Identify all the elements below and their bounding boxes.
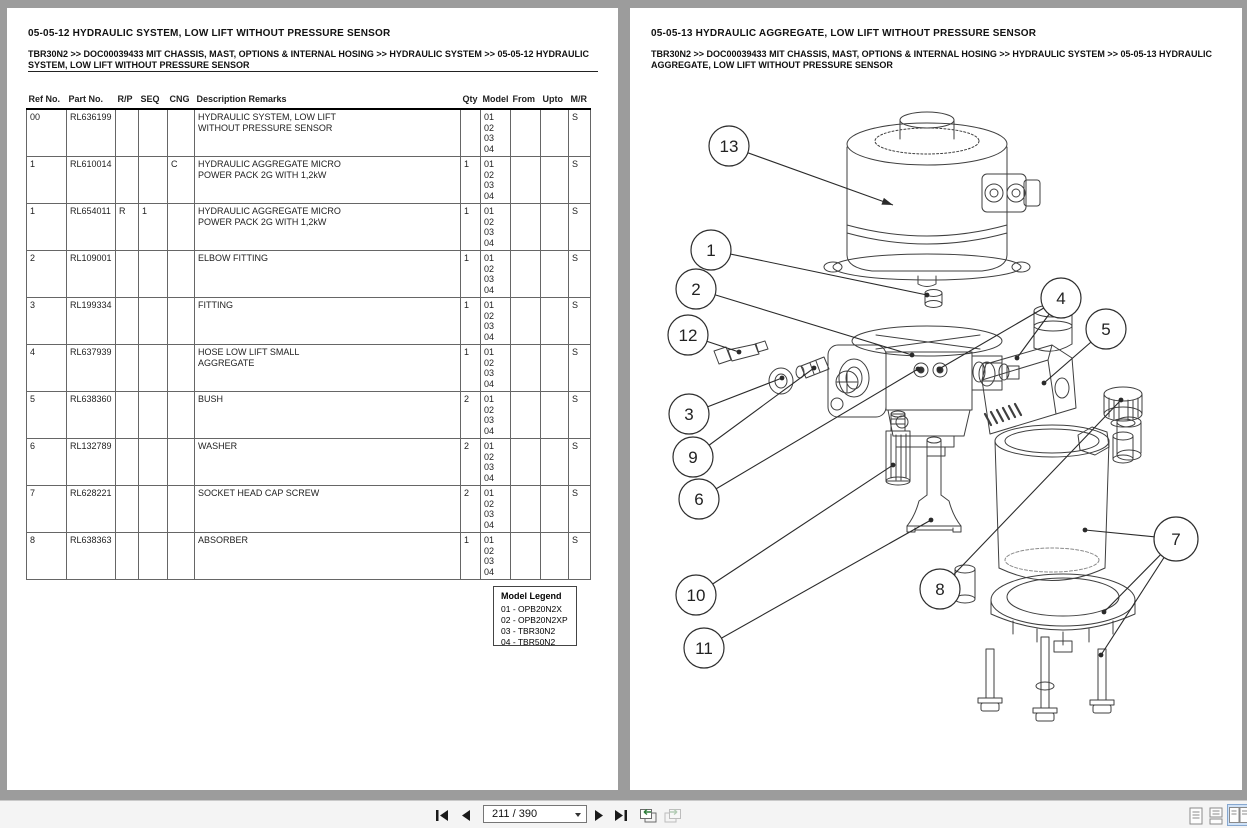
document-page-left bbox=[7, 8, 618, 790]
table-cell bbox=[511, 109, 541, 157]
table-cell: 5 bbox=[27, 392, 67, 439]
callout-number: 1 bbox=[706, 241, 716, 260]
table-cell bbox=[511, 157, 541, 204]
table-cell: BUSH bbox=[195, 392, 461, 439]
table-cell bbox=[511, 486, 541, 533]
table-cell bbox=[511, 251, 541, 298]
table-cell bbox=[511, 392, 541, 439]
table-cell bbox=[116, 486, 139, 533]
table-cell bbox=[168, 251, 195, 298]
table-cell bbox=[116, 298, 139, 345]
table-cell bbox=[168, 533, 195, 580]
table-row bbox=[27, 345, 591, 392]
table-cell: HOSE LOW LIFT SMALL AGGREGATE bbox=[195, 345, 461, 392]
table-cell: SOCKET HEAD CAP SCREW bbox=[195, 486, 461, 533]
last-page-button[interactable] bbox=[614, 810, 627, 821]
table-cell bbox=[168, 392, 195, 439]
table-cell: HYDRAULIC AGGREGATE MICRO POWER PACK 2G WITH 1,2kW bbox=[195, 157, 461, 204]
table-cell bbox=[541, 345, 569, 392]
table-row bbox=[27, 251, 591, 298]
table-cell bbox=[541, 251, 569, 298]
callout-number: 3 bbox=[684, 405, 694, 424]
table-cell: S bbox=[569, 251, 591, 298]
column-header: From bbox=[511, 92, 541, 109]
table-cell: 1 bbox=[461, 533, 481, 580]
table-cell: 1 bbox=[461, 157, 481, 204]
table-cell: RL636199 bbox=[67, 109, 116, 157]
breadcrumb-line: TBR30N2 >> DOC00039433 MIT CHASSIS, MAST, OPTIONS & INTERNAL HOSING >> HYDRAULIC SYSTEM >> 05-05-12 HYDRAULIC bbox=[28, 49, 589, 59]
table-cell bbox=[168, 298, 195, 345]
exploded-diagram bbox=[630, 8, 1242, 790]
table-cell: 3 bbox=[27, 298, 67, 345]
single-page-view-button[interactable] bbox=[1187, 805, 1205, 826]
tank-illustration bbox=[995, 417, 1141, 581]
table-cell: RL610014 bbox=[67, 157, 116, 204]
callout-number: 13 bbox=[719, 137, 739, 156]
table-cell bbox=[116, 251, 139, 298]
small-parts-illustration bbox=[714, 341, 858, 394]
table-cell: S bbox=[569, 204, 591, 251]
table-cell: S bbox=[569, 157, 591, 204]
column-header: M/R bbox=[569, 92, 591, 109]
callout-number: 10 bbox=[686, 586, 706, 605]
legend-entry: 04 - TBR50N2 bbox=[501, 637, 556, 647]
model-legend-entries bbox=[501, 604, 576, 648]
table-cell bbox=[139, 533, 168, 580]
table-header-row bbox=[27, 92, 591, 109]
page-title: 05-05-12 HYDRAULIC SYSTEM, LOW LIFT WITHOUT PRESSURE SENSOR bbox=[28, 28, 391, 39]
callout-number: 8 bbox=[935, 580, 945, 599]
table-cell: 01 02 03 04 bbox=[481, 298, 511, 345]
table-row bbox=[27, 157, 591, 204]
column-header: Part No. bbox=[67, 92, 116, 109]
table-row bbox=[27, 392, 591, 439]
first-page-button[interactable] bbox=[436, 810, 449, 821]
table-cell: 1 bbox=[461, 345, 481, 392]
parts-table-body bbox=[27, 109, 591, 580]
suction-funnel-illustration bbox=[907, 437, 961, 532]
table-cell bbox=[116, 157, 139, 204]
breadcrumb-line: SYSTEM, LOW LIFT WITHOUT PRESSURE SENSOR bbox=[28, 60, 250, 70]
ring-clamp-illustration bbox=[991, 574, 1135, 652]
table-cell: ELBOW FITTING bbox=[195, 251, 461, 298]
callout-number: 2 bbox=[691, 280, 701, 299]
filter-cartridge-illustration bbox=[886, 411, 910, 485]
table-cell: 01 02 03 04 bbox=[481, 392, 511, 439]
table-cell: HYDRAULIC SYSTEM, LOW LIFT WITHOUT PRESSURE SENSOR bbox=[195, 109, 461, 157]
table-cell: 4 bbox=[27, 345, 67, 392]
table-cell bbox=[541, 157, 569, 204]
table-cell: 2 bbox=[461, 486, 481, 533]
table-cell bbox=[139, 345, 168, 392]
callout-number: 11 bbox=[695, 639, 713, 658]
table-row bbox=[27, 204, 591, 251]
table-cell: RL654011 bbox=[67, 204, 116, 251]
table-cell: 2 bbox=[461, 392, 481, 439]
table-cell bbox=[541, 486, 569, 533]
table-cell: RL638360 bbox=[67, 392, 116, 439]
header-rule bbox=[28, 71, 598, 72]
column-header: Model bbox=[481, 92, 511, 109]
table-cell: 01 02 03 04 bbox=[481, 345, 511, 392]
model-legend-title: Model Legend bbox=[501, 591, 562, 601]
table-cell bbox=[541, 533, 569, 580]
table-cell: RL109001 bbox=[67, 251, 116, 298]
table-cell bbox=[139, 439, 168, 486]
table-cell: 01 02 03 04 bbox=[481, 533, 511, 580]
column-header: Ref No. bbox=[27, 92, 67, 109]
column-header: SEQ bbox=[139, 92, 168, 109]
single-page-icon bbox=[1189, 807, 1203, 825]
table-row bbox=[27, 439, 591, 486]
table-cell bbox=[139, 486, 168, 533]
page-title: 05-05-13 HYDRAULIC AGGREGATE, LOW LIFT WITHOUT PRESSURE SENSOR bbox=[651, 28, 1037, 39]
breadcrumb bbox=[28, 49, 603, 71]
legend-entry: 03 - TBR30N2 bbox=[501, 626, 556, 636]
table-cell bbox=[541, 439, 569, 486]
facing-pages-icon bbox=[1229, 807, 1247, 823]
table-cell bbox=[116, 533, 139, 580]
callout-number: 4 bbox=[1056, 289, 1066, 308]
table-row bbox=[27, 109, 591, 157]
table-cell: S bbox=[569, 533, 591, 580]
table-cell: 01 02 03 04 bbox=[481, 486, 511, 533]
motor-illustration bbox=[824, 112, 1040, 287]
table-cell bbox=[511, 298, 541, 345]
table-cell: WASHER bbox=[195, 439, 461, 486]
table-row bbox=[27, 486, 591, 533]
table-cell: 2 bbox=[461, 439, 481, 486]
callout-number: 6 bbox=[694, 490, 704, 509]
breadcrumb-line: AGGREGATE, LOW LIFT WITHOUT PRESSURE SENSOR bbox=[651, 60, 893, 70]
table-cell: RL628221 bbox=[67, 486, 116, 533]
continuous-view-button[interactable] bbox=[1207, 805, 1225, 826]
column-header: Description Remarks bbox=[195, 92, 461, 109]
table-cell: C bbox=[168, 157, 195, 204]
mounting-bolts-illustration bbox=[978, 637, 1114, 721]
viewer-toolbar bbox=[0, 800, 1247, 828]
next-view-button[interactable] bbox=[663, 807, 682, 824]
legend-entry: 01 - OPB20N2X bbox=[501, 604, 562, 614]
facing-pages-view-button[interactable] bbox=[1227, 804, 1247, 826]
table-cell bbox=[116, 439, 139, 486]
table-cell: 1 bbox=[461, 298, 481, 345]
column-header: Upto bbox=[541, 92, 569, 109]
legend-entry: 02 - OPB20N2XP bbox=[501, 615, 568, 625]
table-cell bbox=[168, 204, 195, 251]
table-cell: HYDRAULIC AGGREGATE MICRO POWER PACK 2G WITH 1,2kW bbox=[195, 204, 461, 251]
page-number-combobox[interactable] bbox=[483, 805, 587, 823]
table-cell: ABSORBER bbox=[195, 533, 461, 580]
table-cell: S bbox=[569, 392, 591, 439]
document-page-right bbox=[630, 8, 1242, 790]
table-cell: RL199334 bbox=[67, 298, 116, 345]
table-cell bbox=[541, 204, 569, 251]
table-cell: 6 bbox=[27, 439, 67, 486]
table-cell: 1 bbox=[139, 204, 168, 251]
table-cell bbox=[511, 204, 541, 251]
table-cell bbox=[541, 392, 569, 439]
table-cell: 2 bbox=[27, 251, 67, 298]
table-cell bbox=[139, 109, 168, 157]
table-cell bbox=[116, 345, 139, 392]
breather-cap-illustration bbox=[1104, 387, 1142, 463]
table-cell bbox=[168, 486, 195, 533]
previous-view-button[interactable] bbox=[639, 807, 658, 824]
continuous-page-icon bbox=[1209, 807, 1223, 825]
table-cell: RL637939 bbox=[67, 345, 116, 392]
callout-number: 12 bbox=[678, 326, 698, 345]
table-cell bbox=[168, 109, 195, 157]
table-cell: RL132789 bbox=[67, 439, 116, 486]
callout-layer bbox=[668, 126, 1198, 668]
table-cell: 01 02 03 04 bbox=[481, 109, 511, 157]
table-cell bbox=[139, 298, 168, 345]
parts-table-wrap bbox=[26, 92, 592, 580]
table-cell bbox=[139, 157, 168, 204]
table-row bbox=[27, 298, 591, 345]
table-cell bbox=[511, 533, 541, 580]
table-cell bbox=[541, 298, 569, 345]
next-page-button[interactable] bbox=[594, 810, 604, 821]
table-cell: S bbox=[569, 439, 591, 486]
table-cell: R bbox=[116, 204, 139, 251]
table-cell: 7 bbox=[27, 486, 67, 533]
table-cell: 01 02 03 04 bbox=[481, 439, 511, 486]
callout-number: 9 bbox=[688, 448, 698, 467]
page-indicator: 211 / 390 bbox=[492, 808, 538, 820]
table-cell: S bbox=[569, 345, 591, 392]
table-cell: 1 bbox=[27, 204, 67, 251]
table-cell bbox=[116, 392, 139, 439]
breadcrumb-line: TBR30N2 >> DOC00039433 MIT CHASSIS, MAST, OPTIONS & INTERNAL HOSING >> HYDRAULIC SYSTEM >> 05-05-13 HYDRAULIC bbox=[651, 49, 1212, 59]
column-header: Qty bbox=[461, 92, 481, 109]
table-cell bbox=[168, 345, 195, 392]
nut-illustration bbox=[925, 290, 942, 308]
table-cell: S bbox=[569, 486, 591, 533]
table-cell bbox=[461, 109, 481, 157]
table-row bbox=[27, 533, 591, 580]
previous-page-button[interactable] bbox=[461, 810, 471, 821]
table-cell bbox=[116, 109, 139, 157]
table-cell bbox=[139, 251, 168, 298]
table-cell: 01 02 03 04 bbox=[481, 204, 511, 251]
table-cell: 1 bbox=[27, 157, 67, 204]
table-cell bbox=[511, 345, 541, 392]
column-header: R/P bbox=[116, 92, 139, 109]
table-cell: 1 bbox=[461, 251, 481, 298]
table-cell: S bbox=[569, 298, 591, 345]
model-legend bbox=[493, 586, 577, 646]
table-cell: 8 bbox=[27, 533, 67, 580]
table-cell bbox=[541, 109, 569, 157]
callout-number: 5 bbox=[1101, 320, 1111, 339]
table-cell: 00 bbox=[27, 109, 67, 157]
table-cell: 01 02 03 04 bbox=[481, 157, 511, 204]
table-cell bbox=[139, 392, 168, 439]
table-cell: 1 bbox=[461, 204, 481, 251]
table-cell: 01 02 03 04 bbox=[481, 251, 511, 298]
parts-table bbox=[26, 92, 591, 580]
table-cell bbox=[511, 439, 541, 486]
table-cell bbox=[168, 439, 195, 486]
table-cell: RL638363 bbox=[67, 533, 116, 580]
callout-number: 7 bbox=[1171, 530, 1181, 549]
chevron-down-icon bbox=[575, 813, 581, 817]
column-header: CNG bbox=[168, 92, 195, 109]
table-cell: FITTING bbox=[195, 298, 461, 345]
table-cell: S bbox=[569, 109, 591, 157]
